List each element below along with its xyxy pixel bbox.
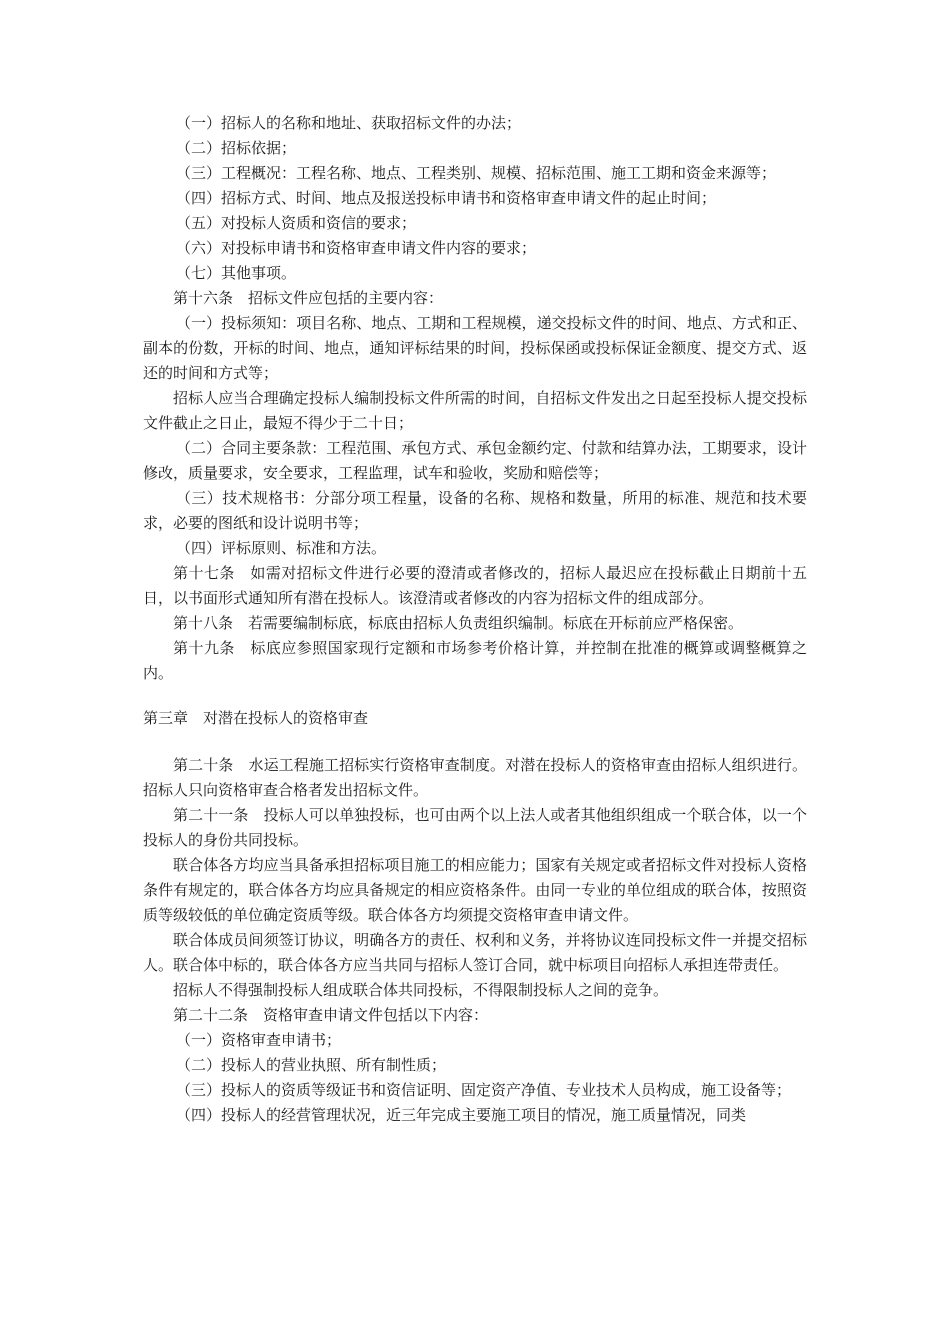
paragraph: （一）资格审查申请书；: [176, 1031, 342, 1049]
section-b: [143, 753, 807, 1128]
article-heading: 第十六条 招标文件应包括的主要内容：: [173, 289, 444, 307]
paragraph: （一）投标须知：项目名称、地点、工期和工程规模，递交投标文件的时间、地点、方式和正、副本的份数，开标的时间、地点，通知评标结果的时间，投标保函或投标保证金额度、提交方式、返还的时间和方式等；: [143, 314, 807, 382]
paragraph: 招标人应当合理确定投标人编制投标文件所需的时间，自招标文件发出之日起至投标人提交投标文件截止之日止，最短不得少于二十日；: [143, 389, 807, 432]
paragraph: （二）投标人的营业执照、所有制性质；: [176, 1056, 447, 1074]
paragraph: （一）招标人的名称和地址、获取招标文件的办法；: [176, 114, 522, 132]
section-a: [143, 111, 807, 686]
paragraph: 联合体各方均应当具备承担招标项目施工的相应能力；国家有关规定或者招标文件对投标人资格条件有规定的，联合体各方均应具备规定的相应资格条件。由同一专业的单位组成的联合体，按照资质等级较低的单位确定资质等级。联合体各方均须提交资格审查申请文件。: [143, 856, 807, 924]
article-heading: 第二十二条 资格审查申请文件包括以下内容：: [173, 1006, 489, 1024]
paragraph: （三）投标人的资质等级证书和资信证明、固定资产净值、专业技术人员构成，施工设备等；: [176, 1081, 792, 1099]
paragraph: （四）投标人的经营管理状况，近三年完成主要施工项目的情况，施工质量情况，同类: [176, 1106, 747, 1124]
paragraph: 招标人不得强制投标人组成联合体共同投标，不得限制投标人之间的竞争。: [173, 981, 669, 999]
paragraph: （四）招标方式、时间、地点及报送投标申请书和资格审查申请文件的起止时间；: [176, 189, 717, 207]
paragraph: （三）技术规格书：分部分项工程量，设备的名称、规格和数量，所用的标准、规范和技术要求，必要的图纸和设计说明书等；: [143, 489, 807, 532]
article-paragraph: 第二十条 水运工程施工招标实行资格审查制度。对潜在投标人的资格审查由招标人组织进行。招标人只向资格审查合格者发出招标文件。: [143, 756, 807, 799]
article-paragraph: 第十七条 如需对招标文件进行必要的澄清或者修改的，招标人最迟应在投标截止日期前十五日，以书面形式通知所有潜在投标人。该澄清或者修改的内容为招标文件的组成部分。: [143, 564, 807, 607]
paragraph: （七）其他事项。: [176, 264, 297, 282]
article-paragraph: 第十九条 标底应参照国家现行定额和市场参考价格计算，并控制在批准的概算或调整概算之内。: [143, 639, 807, 682]
paragraph: （四）评标原则、标准和方法。: [176, 539, 387, 557]
paragraph: （二）合同主要条款：工程范围、承包方式、承包金额约定、付款和结算办法，工期要求，设计修改，质量要求，安全要求，工程监理，试车和验收，奖励和赔偿等；: [143, 439, 807, 482]
paragraph: （六）对投标申请书和资格审查申请文件内容的要求；: [176, 239, 537, 257]
chapter-title: 第三章 对潜在投标人的资格审查: [143, 709, 369, 727]
paragraph: （五）对投标人资质和资信的要求；: [176, 214, 417, 232]
article-paragraph: 第二十一条 投标人可以单独投标，也可由两个以上法人或者其他组织组成一个联合体，以一个投标人的身份共同投标。: [143, 806, 807, 849]
paragraph: （二）招标依据；: [176, 139, 297, 157]
document-page: [143, 111, 807, 1128]
paragraph: 联合体成员间须签订协议，明确各方的责任、权利和义务，并将协议连同投标文件一并提交招标人。联合体中标的，联合体各方应当共同与招标人签订合同，就中标项目向招标人承担连带责任。: [143, 931, 807, 974]
paragraph: （三）工程概况：工程名称、地点、工程类别、规模、招标范围、施工工期和资金来源等；: [176, 164, 777, 182]
article-paragraph: 第十八条 若需要编制标底，标底由招标人负责组织编制。标底在开标前应严格保密。: [173, 614, 744, 632]
